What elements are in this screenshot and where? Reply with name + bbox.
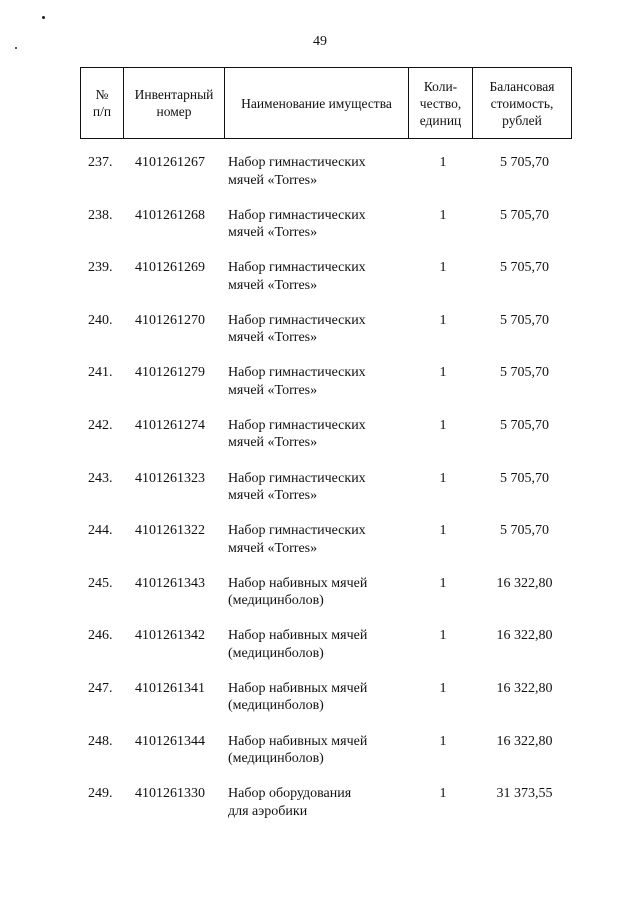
table-row xyxy=(80,522,571,575)
inventory-number: 4101261323 xyxy=(135,470,205,486)
row-number: 245. xyxy=(88,575,113,591)
property-name xyxy=(228,259,408,294)
property-name-line: мячей «Torres» xyxy=(228,540,318,556)
balance-cost: 5 705,70 xyxy=(500,470,549,486)
inventory-number: 4101261341 xyxy=(135,680,205,696)
row-number: 247. xyxy=(88,680,113,696)
table-row xyxy=(80,470,571,523)
inventory-number: 4101261270 xyxy=(135,312,205,328)
row-number: 240. xyxy=(88,312,113,328)
property-name xyxy=(228,627,408,662)
table-row xyxy=(80,154,571,207)
balance-cost: 5 705,70 xyxy=(500,207,549,223)
row-number: 242. xyxy=(88,417,113,433)
property-name-line: Набор гимнастических xyxy=(228,312,366,328)
property-name-line: (медицинболов) xyxy=(228,698,324,714)
property-name-line: (медицинболов) xyxy=(228,593,324,609)
table-row xyxy=(80,312,571,365)
scan-speck xyxy=(42,16,45,19)
quantity: 1 xyxy=(439,365,447,381)
property-name-line: Набор оборудования xyxy=(228,786,352,802)
property-name xyxy=(228,154,408,189)
row-number: 248. xyxy=(88,733,113,749)
balance-cost: 5 705,70 xyxy=(500,155,549,170)
balance-cost: 5 705,70 xyxy=(500,417,549,433)
balance-cost: 16 322,80 xyxy=(496,628,553,644)
row-number: 237. xyxy=(88,155,113,170)
row-number: 249. xyxy=(88,786,113,802)
property-name-line: Набор набивных мячей xyxy=(228,733,368,749)
property-name-line: Набор гимнастических xyxy=(228,417,366,433)
property-name xyxy=(228,470,408,505)
header-property-name: Наименование имущества xyxy=(225,68,409,139)
property-name-line: мячей «Torres» xyxy=(228,488,318,504)
header-quantity: Коли- чество, единиц xyxy=(409,68,473,139)
property-name-line: Набор набивных мячей xyxy=(228,575,368,591)
property-name xyxy=(228,575,408,610)
property-name-line: мячей «Torres» xyxy=(228,172,318,188)
quantity: 1 xyxy=(439,786,447,802)
row-number: 239. xyxy=(88,260,113,276)
table-row xyxy=(80,627,571,680)
property-name xyxy=(228,785,408,820)
inventory-number: 4101261268 xyxy=(135,207,205,223)
property-name xyxy=(228,680,408,715)
quantity: 1 xyxy=(439,628,447,644)
property-name-line: (медицинболов) xyxy=(228,645,324,661)
table-row xyxy=(80,259,571,312)
property-name-line: Набор гимнастических xyxy=(228,523,366,539)
inventory-number: 4101261322 xyxy=(135,523,205,539)
property-name xyxy=(228,364,408,399)
table-row xyxy=(80,680,571,733)
row-number: 238. xyxy=(88,207,113,223)
property-name-line: для аэробики xyxy=(228,803,308,819)
property-name-line: Набор гимнастических xyxy=(228,207,366,223)
table-row xyxy=(80,417,571,470)
table-row xyxy=(80,207,571,260)
quantity: 1 xyxy=(439,260,447,276)
property-name-line: мячей «Torres» xyxy=(228,330,318,346)
property-name-line: Набор гимнастических xyxy=(228,155,366,170)
table-header xyxy=(80,67,572,139)
inventory-number: 4101261342 xyxy=(135,628,205,644)
inventory-number: 4101261269 xyxy=(135,260,205,276)
balance-cost: 5 705,70 xyxy=(500,365,549,381)
inventory-number: 4101261330 xyxy=(135,786,205,802)
quantity: 1 xyxy=(439,417,447,433)
balance-cost: 5 705,70 xyxy=(500,312,549,328)
property-name-line: мячей «Torres» xyxy=(228,225,318,241)
property-name-line: Набор гимнастических xyxy=(228,365,366,381)
table-body xyxy=(80,154,571,838)
balance-cost: 16 322,80 xyxy=(496,575,553,591)
table-row xyxy=(80,785,571,838)
property-name-line: мячей «Torres» xyxy=(228,277,318,293)
balance-cost: 5 705,70 xyxy=(500,523,549,539)
property-name xyxy=(228,733,408,768)
property-name xyxy=(228,312,408,347)
header-number: № п/п xyxy=(81,68,124,139)
property-name-line: Набор гимнастических xyxy=(228,470,366,486)
table-row xyxy=(80,733,571,786)
inventory-number: 4101261267 xyxy=(135,155,205,170)
balance-cost: 16 322,80 xyxy=(496,733,553,749)
inventory-number: 4101261343 xyxy=(135,575,205,591)
property-name-line: мячей «Torres» xyxy=(228,435,318,451)
inventory-number: 4101261279 xyxy=(135,365,205,381)
quantity: 1 xyxy=(439,155,447,170)
quantity: 1 xyxy=(439,575,447,591)
balance-cost: 16 322,80 xyxy=(496,680,553,696)
property-name-line: Набор набивных мячей xyxy=(228,680,368,696)
header-balance-cost: Балансовая стоимость, рублей xyxy=(473,68,572,139)
inventory-number: 4101261344 xyxy=(135,733,205,749)
balance-cost: 31 373,55 xyxy=(496,786,553,802)
row-number: 241. xyxy=(88,365,113,381)
quantity: 1 xyxy=(439,733,447,749)
row-number: 246. xyxy=(88,628,113,644)
row-number: 244. xyxy=(88,523,113,539)
property-name xyxy=(228,207,408,242)
inventory-number: 4101261274 xyxy=(135,417,205,433)
quantity: 1 xyxy=(439,680,447,696)
table-row xyxy=(80,364,571,417)
quantity: 1 xyxy=(439,312,447,328)
header-inventory-number: Инвентарный номер xyxy=(124,68,225,139)
property-name-line: Набор гимнастических xyxy=(228,260,366,276)
property-name xyxy=(228,522,408,557)
quantity: 1 xyxy=(439,207,447,223)
property-name xyxy=(228,417,408,452)
quantity: 1 xyxy=(439,470,447,486)
page-number: 49 xyxy=(313,34,327,49)
property-name-line: мячей «Torres» xyxy=(228,382,318,398)
property-name-line: (медицинболов) xyxy=(228,751,324,767)
balance-cost: 5 705,70 xyxy=(500,260,549,276)
property-name-line: Набор набивных мячей xyxy=(228,628,368,644)
row-number: 243. xyxy=(88,470,113,486)
table-row xyxy=(80,575,571,628)
quantity: 1 xyxy=(439,523,447,539)
